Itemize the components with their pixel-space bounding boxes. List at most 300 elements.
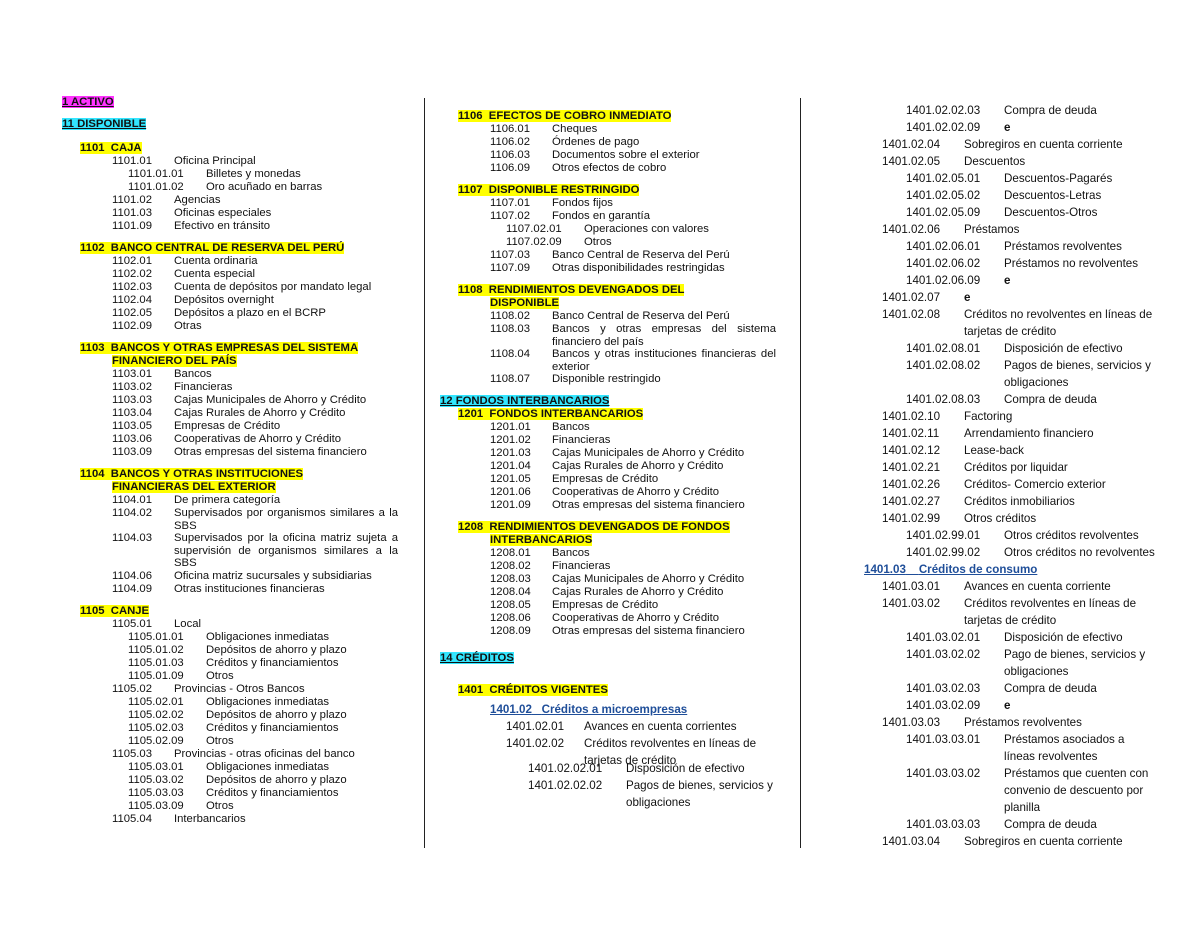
list-item <box>868 765 1158 816</box>
account-code: 1401.03.01 <box>882 580 941 593</box>
heading-consumo: 1401.03 Créditos de consumo <box>864 563 1038 576</box>
account-code: 1106.09 <box>490 162 530 174</box>
account-description: Otras empresas del sistema financiero <box>552 499 745 511</box>
account-code: 1401.02.05.09 <box>906 206 981 219</box>
account-code: 1101.02 <box>112 194 152 206</box>
account-description: Provincias - otras oficinas del banco <box>174 748 355 760</box>
account-code: 1401.02.02.09 <box>906 121 981 134</box>
heading-1208-line1: 1208 RENDIMIENTOS DEVENGADOS DE FONDOS <box>458 521 730 533</box>
account-code: 1401.02.05 <box>882 155 941 168</box>
list-item <box>440 612 776 625</box>
account-description: Depósitos de ahorro y plazo <box>206 774 347 786</box>
account-description: Otras instituciones financieras <box>174 583 325 595</box>
account-description: e <box>964 291 971 304</box>
list-item <box>868 442 1158 459</box>
account-description: Disposición de efectivo <box>1004 631 1123 644</box>
account-code: 1401.03.02.01 <box>906 631 981 644</box>
heading-1104-line1: 1104 BANCOS Y OTRAS INSTITUCIONES <box>80 468 304 480</box>
list-item <box>440 223 776 236</box>
account-code: 1401.03.02 <box>882 597 941 610</box>
account-description: e <box>1004 699 1011 712</box>
account-description: Otros créditos <box>964 512 1037 525</box>
list-item <box>868 544 1158 561</box>
account-description: Compra de deuda <box>1004 818 1097 831</box>
account-code: 1103.09 <box>112 446 152 458</box>
account-code: 1103.01 <box>112 368 152 380</box>
account-code: 1401.02.99.02 <box>906 546 981 559</box>
account-code: 1208.09 <box>490 625 531 637</box>
account-description: Oficinas especiales <box>174 207 272 219</box>
account-code: 1401.03.03.01 <box>906 733 981 746</box>
account-code: 1105.03.03 <box>128 787 184 799</box>
list-item <box>440 460 776 473</box>
account-code: 1208.01 <box>490 547 531 559</box>
account-description: e <box>1004 121 1011 134</box>
account-description: Sobregiros en cuenta corriente <box>964 835 1123 848</box>
list-item <box>440 323 776 348</box>
list-item <box>868 697 1158 714</box>
list-item <box>62 800 398 813</box>
account-code: 1401.02.10 <box>882 410 941 423</box>
column-divider-right <box>800 98 801 848</box>
account-code: 1103.03 <box>112 394 152 406</box>
list-item <box>868 714 1158 731</box>
account-code: 1208.03 <box>490 573 531 585</box>
list-item <box>62 748 398 761</box>
account-description: Cooperativas de Ahorro y Crédito <box>174 433 342 445</box>
list-item <box>440 210 776 223</box>
account-description: Préstamos <box>964 223 1020 236</box>
account-description: Préstamos revolventes <box>964 716 1082 729</box>
account-code: 1102.05 <box>112 307 152 319</box>
list-1104 <box>62 494 398 596</box>
account-description: Empresas de Crédito <box>552 599 659 611</box>
account-description: Descuentos-Pagarés <box>1004 172 1113 185</box>
account-code: 1201.02 <box>490 434 531 446</box>
list-item <box>440 573 776 586</box>
account-code: 1107.01 <box>490 197 530 209</box>
account-description: Avances en cuenta corriente <box>964 580 1111 593</box>
account-code: 1208.06 <box>490 612 531 624</box>
list-item <box>62 657 398 670</box>
account-description: Cajas Rurales de Ahorro y Crédito <box>552 460 724 472</box>
list-item <box>868 595 1158 629</box>
list-item <box>62 813 398 826</box>
account-description: Otros <box>206 735 234 747</box>
heading-1108-line1: 1108 RENDIMIENTOS DEVENGADOS DEL <box>458 284 685 296</box>
account-description: Descuentos-Otros <box>1004 206 1098 219</box>
list-item <box>868 136 1158 153</box>
list-item <box>440 586 776 599</box>
list-item <box>440 735 776 767</box>
list-item <box>440 197 776 210</box>
account-code: 1101.01.02 <box>128 181 184 193</box>
list-1101 <box>62 155 398 233</box>
account-code: 1401.02.07 <box>882 291 941 304</box>
column-2 <box>440 110 776 809</box>
account-code: 1105.02.03 <box>128 722 184 734</box>
list-1105 <box>62 618 398 826</box>
account-description: Disposición de efectivo <box>626 762 745 775</box>
account-code: 1101.01 <box>112 155 152 167</box>
account-description: Local <box>174 618 202 630</box>
list-item <box>62 181 398 194</box>
list-1106 <box>440 123 776 175</box>
list-item <box>62 155 398 168</box>
account-description: Factoring <box>964 410 1013 423</box>
account-description: Otros efectos de cobro <box>552 162 667 174</box>
list-item <box>868 493 1158 510</box>
heading-1105: 1105 CANJE <box>80 605 150 617</box>
account-description: Órdenes de pago <box>552 136 640 148</box>
account-description: Provincias - Otros Bancos <box>174 683 305 695</box>
list-microempresas <box>440 718 776 809</box>
account-code: 1208.04 <box>490 586 531 598</box>
account-description: Descuentos-Letras <box>1004 189 1102 202</box>
account-description: Depósitos a plazo en el BCRP <box>174 307 326 319</box>
account-description: Pagos de bienes, servicios y obligaciones <box>1004 359 1151 389</box>
account-code: 1103.06 <box>112 433 152 445</box>
list-item <box>440 123 776 136</box>
account-description: Créditos revolventes en líneas de tarjetas de crédito <box>964 597 1137 627</box>
account-description: Operaciones con valores <box>584 223 709 235</box>
list-1107 <box>440 197 776 275</box>
account-code: 1401.03.03.03 <box>906 818 981 831</box>
account-description: Compra de deuda <box>1004 393 1097 406</box>
account-description: Cuenta ordinaria <box>174 255 258 267</box>
account-code: 1101.03 <box>112 207 152 219</box>
account-code: 1208.02 <box>490 560 531 572</box>
account-code: 1102.01 <box>112 255 152 267</box>
list-item <box>440 236 776 249</box>
list-item <box>62 220 398 233</box>
account-code: 1401.02.27 <box>882 495 941 508</box>
account-code: 1104.03 <box>112 532 152 544</box>
heading-1107: 1107 DISPONIBLE RESTRINGIDO <box>458 184 640 196</box>
list-item <box>868 255 1158 272</box>
account-code: 1105.01.09 <box>128 670 184 682</box>
account-description: Créditos inmobiliarios <box>964 495 1075 508</box>
column-divider-left <box>424 98 425 848</box>
account-code: 1102.02 <box>112 268 152 280</box>
list-item <box>868 510 1158 527</box>
account-description: Financieras <box>552 560 611 572</box>
account-description: Financieras <box>174 381 233 393</box>
account-code: 1201.03 <box>490 447 531 459</box>
list-item <box>440 249 776 262</box>
list-item <box>62 761 398 774</box>
account-description: Banco Central de Reserva del Perú <box>552 249 730 261</box>
list-item <box>868 646 1158 680</box>
account-description: Cuenta de depósitos por mandato legal <box>174 281 372 293</box>
heading-1104-line2: FINANCIERAS DEL EXTERIOR <box>112 481 276 493</box>
account-description: Supervisados por la oficina matriz sujeta a supervisión de organismos similares a la SBS <box>174 532 398 570</box>
list-item <box>62 774 398 787</box>
account-description: Bancos y otras empresas del sistema financiero del país <box>552 323 776 348</box>
account-description: Obligaciones inmediatas <box>206 631 330 643</box>
list-item <box>868 289 1158 306</box>
account-code: 1108.02 <box>490 310 530 322</box>
list-item <box>440 162 776 175</box>
account-description: Cajas Municipales de Ahorro y Crédito <box>552 573 745 585</box>
list-item <box>62 294 398 307</box>
list-item <box>62 696 398 709</box>
account-code: 1105.04 <box>112 813 152 825</box>
account-description: Otras empresas del sistema financiero <box>174 446 367 458</box>
account-description: Depósitos overnight <box>174 294 274 306</box>
account-description: Otras disponibilidades restringidas <box>552 262 725 274</box>
account-description: Cajas Municipales de Ahorro y Crédito <box>174 394 367 406</box>
account-description: Cooperativas de Ahorro y Crédito <box>552 612 720 624</box>
list-item <box>440 149 776 162</box>
account-description: Sobregiros en cuenta corriente <box>964 138 1123 151</box>
account-code: 1103.02 <box>112 381 152 393</box>
list-item <box>868 425 1158 442</box>
list-item <box>440 547 776 560</box>
account-code: 1208.05 <box>490 599 531 611</box>
list-item <box>868 153 1158 170</box>
list-1108 <box>440 310 776 386</box>
account-description: Otras <box>174 320 202 332</box>
list-item <box>440 599 776 612</box>
list-item <box>440 625 776 638</box>
account-description: Banco Central de Reserva del Perú <box>552 310 730 322</box>
list-item <box>868 391 1158 408</box>
account-code: 1401.02.06 <box>882 223 941 236</box>
account-description: Préstamos que cuenten con convenio de descuento por planilla <box>1004 767 1149 814</box>
account-code: 1401.02.04 <box>882 138 941 151</box>
list-item <box>62 618 398 631</box>
account-code: 1401.02.21 <box>882 461 941 474</box>
list-item <box>868 629 1158 646</box>
account-code: 1401.03.02.03 <box>906 682 981 695</box>
list-item <box>868 459 1158 476</box>
list-item <box>868 578 1158 595</box>
account-description: Billetes y monedas <box>206 168 301 180</box>
account-description: Depósitos de ahorro y plazo <box>206 709 347 721</box>
account-code: 1401.02.02.02 <box>528 779 603 792</box>
list-item <box>62 207 398 220</box>
list-item <box>62 268 398 281</box>
account-code: 1401.02.11 <box>882 427 940 440</box>
heading-1101: 1101 CAJA <box>80 142 142 154</box>
account-description: Otros créditos revolventes <box>1004 529 1139 542</box>
account-description: Interbancarios <box>174 813 246 825</box>
list-item <box>62 420 398 433</box>
list-item <box>440 373 776 386</box>
account-code: 1103.05 <box>112 420 152 432</box>
account-code: 1401.02.12 <box>882 444 941 457</box>
list-item <box>62 168 398 181</box>
list-item <box>62 407 398 420</box>
account-code: 1105.01 <box>112 618 152 630</box>
list-item <box>440 434 776 447</box>
account-code: 1401.02.06.02 <box>906 257 981 270</box>
account-code: 1401.02.26 <box>882 478 941 491</box>
list-1201 <box>440 421 776 512</box>
list-item <box>868 357 1158 391</box>
list-item <box>62 583 398 596</box>
account-description: Préstamos asociados a líneas revolventes <box>1004 733 1125 763</box>
account-description: Otras empresas del sistema financiero <box>552 625 745 637</box>
list-item <box>440 760 776 777</box>
list-microempresas-cont <box>868 102 1158 561</box>
list-item <box>62 433 398 446</box>
list-item <box>868 816 1158 833</box>
account-code: 1102.09 <box>112 320 152 332</box>
list-item <box>62 320 398 333</box>
list-item <box>62 570 398 583</box>
list-item <box>62 787 398 800</box>
account-description: Préstamos no revolventes <box>1004 257 1139 270</box>
account-code: 1401.03.02.09 <box>906 699 981 712</box>
list-item <box>868 476 1158 493</box>
account-code: 1105.02 <box>112 683 152 695</box>
heading-1401: 1401 CRÉDITOS VIGENTES <box>458 684 608 696</box>
list-consumo <box>868 578 1158 850</box>
account-description: Disponible restringido <box>552 373 661 385</box>
account-code: 1401.02.06.09 <box>906 274 981 287</box>
account-description: Pagos de bienes, servicios y obligaciones <box>626 779 773 809</box>
account-description: Disposición de efectivo <box>1004 342 1123 355</box>
account-description: Fondos en garantía <box>552 210 650 222</box>
account-description: e <box>1004 274 1011 287</box>
account-description: Créditos y financiamientos <box>206 787 339 799</box>
column-3 <box>864 102 1158 850</box>
account-description: Agencias <box>174 194 221 206</box>
list-item <box>440 262 776 275</box>
account-code: 1105.02.02 <box>128 709 184 721</box>
account-description: Compra de deuda <box>1004 104 1097 117</box>
account-code: 1105.03.09 <box>128 800 184 812</box>
account-code: 1401.03.02.02 <box>906 648 981 661</box>
list-item <box>868 102 1158 119</box>
account-code: 1108.04 <box>490 348 530 360</box>
account-code: 1401.03.03 <box>882 716 941 729</box>
account-code: 1401.02.02.01 <box>528 762 603 775</box>
column-1 <box>62 96 398 826</box>
list-item <box>868 238 1158 255</box>
heading-1208-line2: INTERBANCARIOS <box>490 534 593 546</box>
list-item <box>440 421 776 434</box>
account-code: 1104.09 <box>112 583 152 595</box>
account-description: Oro acuñado en barras <box>206 181 323 193</box>
account-code: 1401.02.08 <box>882 308 941 321</box>
list-1208 <box>440 547 776 638</box>
heading-microempresas: 1401.02 Créditos a microempresas <box>490 703 688 716</box>
list-item <box>440 348 776 373</box>
list-item <box>868 680 1158 697</box>
list-item <box>440 473 776 486</box>
account-code: 1201.06 <box>490 486 531 498</box>
list-item <box>62 683 398 696</box>
account-description: Cajas Rurales de Ahorro y Crédito <box>174 407 346 419</box>
heading-1201: 1201 FONDOS INTERBANCARIOS <box>458 408 644 420</box>
list-item <box>440 718 776 735</box>
account-description: Cajas Rurales de Ahorro y Crédito <box>552 586 724 598</box>
account-code: 1401.02.99 <box>882 512 941 525</box>
account-code: 1105.01.01 <box>128 631 184 643</box>
account-description: Bancos <box>552 547 590 559</box>
account-description: Documentos sobre el exterior <box>552 149 700 161</box>
heading-activo: 1 ACTIVO <box>62 96 114 108</box>
list-item <box>62 670 398 683</box>
account-code: 1105.01.03 <box>128 657 184 669</box>
list-item <box>62 644 398 657</box>
list-item <box>868 527 1158 544</box>
account-description: Cuenta especial <box>174 268 256 280</box>
list-1102 <box>62 255 398 333</box>
list-item <box>62 381 398 394</box>
heading-creditos: 14 CRÉDITOS <box>440 652 514 664</box>
list-item <box>868 833 1158 850</box>
account-description: Bancos <box>552 421 590 433</box>
account-description: Depósitos de ahorro y plazo <box>206 644 347 656</box>
account-code: 1401.02.02.03 <box>906 104 981 117</box>
account-code: 1101.01.01 <box>128 168 184 180</box>
account-description: Otros créditos no revolventes <box>1004 546 1155 559</box>
account-code: 1105.03.01 <box>128 761 184 773</box>
account-code: 1401.02.05.02 <box>906 189 981 202</box>
account-code: 1107.02 <box>490 210 530 222</box>
list-item <box>868 170 1158 187</box>
account-code: 1401.02.08.03 <box>906 393 981 406</box>
list-item <box>440 777 776 809</box>
account-code: 1102.04 <box>112 294 152 306</box>
heading-disponible: 11 DISPONIBLE <box>62 118 147 130</box>
heading-fondos-interbancarios: 12 FONDOS INTERBANCARIOS <box>440 395 610 407</box>
account-code: 1106.02 <box>490 136 530 148</box>
account-code: 1104.06 <box>112 570 152 582</box>
account-code: 1105.02.01 <box>128 696 184 708</box>
list-item <box>62 281 398 294</box>
list-item <box>868 408 1158 425</box>
account-code: 1401.02.99.01 <box>906 529 981 542</box>
list-item <box>868 204 1158 221</box>
account-description: Avances en cuenta corrientes <box>584 720 737 733</box>
account-description: Obligaciones inmediatas <box>206 696 330 708</box>
list-item <box>62 722 398 735</box>
account-code: 1401.02.06.01 <box>906 240 981 253</box>
list-item <box>868 187 1158 204</box>
account-code: 1105.01.02 <box>128 644 184 656</box>
account-description: Créditos por liquidar <box>964 461 1068 474</box>
list-item <box>868 306 1158 340</box>
account-description: Empresas de Crédito <box>552 473 659 485</box>
list-item <box>440 499 776 512</box>
list-item <box>62 494 398 507</box>
list-item <box>62 446 398 459</box>
account-code: 1108.07 <box>490 373 530 385</box>
account-description: Bancos y otras instituciones financieras del exterior <box>552 348 776 373</box>
account-code: 1201.04 <box>490 460 531 472</box>
list-item <box>62 394 398 407</box>
list-item <box>62 307 398 320</box>
heading-1106: 1106 EFECTOS DE COBRO INMEDIATO <box>458 110 672 122</box>
account-code: 1401.02.02 <box>506 737 565 750</box>
account-code: 1107.02.09 <box>506 236 562 248</box>
account-description: Fondos fijos <box>552 197 613 209</box>
account-description: Arrendamiento financiero <box>964 427 1094 440</box>
account-description: Oficina matriz sucursales y subsidiarias <box>174 570 372 582</box>
account-code: 1101.09 <box>112 220 152 232</box>
account-code: 1401.02.05.01 <box>906 172 981 185</box>
list-item <box>440 136 776 149</box>
account-description: Otros <box>206 670 234 682</box>
account-code: 1107.03 <box>490 249 530 261</box>
list-item <box>62 735 398 748</box>
account-code: 1201.01 <box>490 421 531 433</box>
